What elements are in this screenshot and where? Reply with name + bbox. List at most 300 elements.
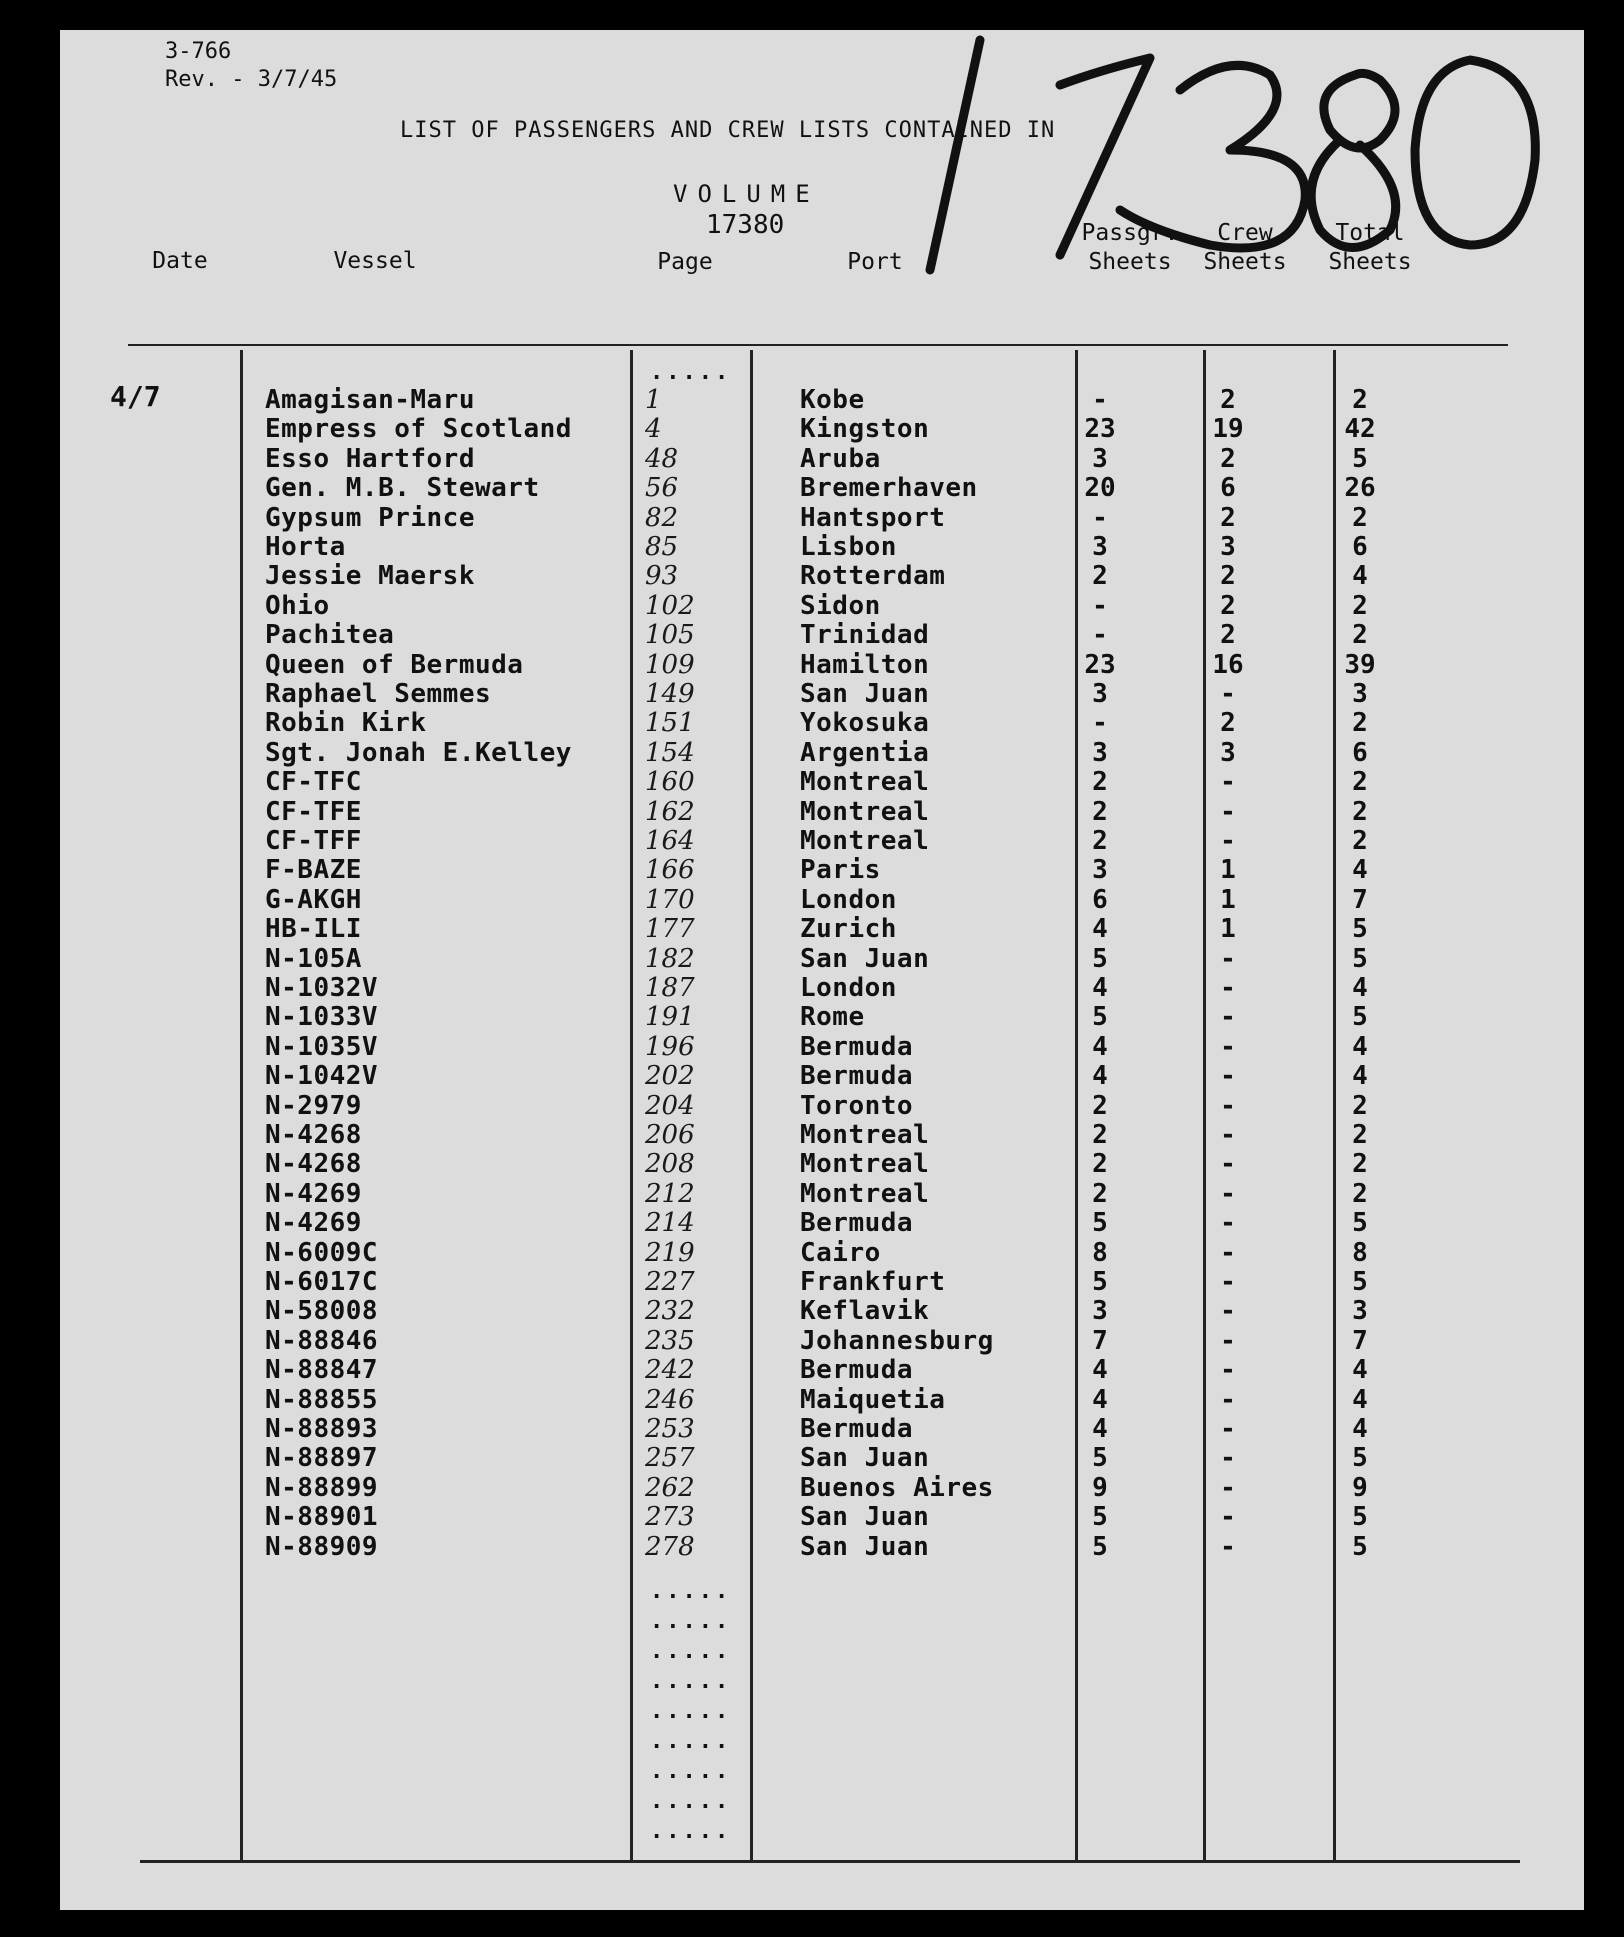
- crew-sheets: 19: [1212, 414, 1244, 445]
- crew-sheets: -: [1220, 1090, 1236, 1121]
- port-name: Kobe: [800, 385, 865, 415]
- passenger-sheets: 2: [1092, 561, 1108, 592]
- vessel-name: N-6009C: [265, 1237, 379, 1268]
- page-number: 212: [645, 1178, 695, 1209]
- vessel-name: Horta: [265, 532, 346, 562]
- total-sheets: 4: [1352, 561, 1368, 592]
- page-number: 166: [645, 855, 695, 886]
- port-name: Bermuda: [800, 1208, 914, 1239]
- passenger-sheets: -: [1092, 590, 1108, 621]
- crew-sheets: -: [1220, 1355, 1236, 1386]
- passenger-sheets: 23: [1084, 414, 1116, 445]
- passenger-sheets: 23: [1084, 649, 1116, 680]
- passenger-sheets: -: [1092, 502, 1108, 533]
- port-name: San Juan: [800, 1502, 930, 1533]
- passenger-sheets: 9: [1092, 1472, 1108, 1503]
- total-sheets: 6: [1352, 737, 1368, 768]
- table-row: [60, 1267, 1584, 1296]
- bottom-rule: [140, 1860, 1520, 1863]
- document-sheet: [60, 30, 1584, 1910]
- page-number: 56: [645, 473, 679, 504]
- passenger-sheets: 3: [1092, 1296, 1108, 1327]
- page-number: 273: [645, 1502, 695, 1533]
- table-row: [60, 679, 1584, 708]
- total-sheets: 2: [1352, 1090, 1368, 1121]
- table-row: [60, 944, 1584, 973]
- total-sheets: 7: [1352, 884, 1368, 915]
- page-number: 187: [645, 973, 695, 1003]
- passenger-sheets: 3: [1092, 855, 1108, 886]
- vessel-name: N-88901: [265, 1502, 379, 1533]
- crew-sheets: 2: [1220, 620, 1236, 651]
- passenger-sheets: 2: [1092, 1178, 1108, 1209]
- crew-sheets: -: [1220, 1414, 1236, 1444]
- crew-sheets: -: [1220, 1267, 1236, 1297]
- page-number: 154: [645, 737, 695, 768]
- port-name: Sidon: [800, 590, 881, 621]
- passenger-sheets: -: [1092, 385, 1108, 415]
- page-number: 182: [645, 943, 695, 974]
- table-row: [60, 473, 1584, 502]
- passenger-sheets: 3: [1092, 532, 1108, 562]
- vessel-name: Sgt. Jonah E.Kelley: [265, 737, 572, 768]
- page-number: 257: [645, 1443, 695, 1474]
- crew-sheets: -: [1220, 973, 1236, 1003]
- page-number: 214: [645, 1208, 695, 1239]
- table-row: [60, 620, 1584, 649]
- crew-sheets: -: [1220, 1149, 1236, 1180]
- page-dot-leader: .....: [650, 1759, 732, 1784]
- vessel-name: Ohio: [265, 590, 330, 621]
- vessel-name: Gypsum Prince: [265, 502, 475, 533]
- header-crew-line1: Crew: [1217, 220, 1273, 246]
- passenger-sheets: 3: [1092, 443, 1108, 474]
- page-number: 204: [645, 1090, 695, 1121]
- table-row: [60, 1473, 1584, 1502]
- passenger-sheets: 5: [1092, 1002, 1108, 1033]
- page-number: 278: [645, 1531, 695, 1562]
- crew-sheets: 16: [1212, 649, 1244, 680]
- total-sheets: 4: [1352, 1031, 1368, 1062]
- table-row: [60, 1414, 1584, 1443]
- vessel-name: N-88846: [265, 1325, 379, 1356]
- vessel-name: N-4268: [265, 1149, 362, 1180]
- total-sheets: 4: [1352, 1384, 1368, 1415]
- vessel-name: CF-TFE: [265, 796, 362, 827]
- table-row: [60, 826, 1584, 855]
- table-row: [60, 1532, 1584, 1561]
- port-name: Johannesburg: [800, 1325, 994, 1356]
- port-name: San Juan: [800, 1443, 930, 1474]
- port-name: Buenos Aires: [800, 1472, 994, 1503]
- page-number: 109: [645, 649, 695, 680]
- vessel-name: F-BAZE: [265, 855, 362, 886]
- vessel-name: Queen of Bermuda: [265, 649, 524, 680]
- passenger-sheets: 4: [1092, 914, 1108, 945]
- total-sheets: 2: [1352, 1120, 1368, 1150]
- page-number: 82: [645, 502, 679, 533]
- vessel-name: N-4269: [265, 1208, 362, 1239]
- crew-sheets: -: [1220, 796, 1236, 827]
- page-number: 191: [645, 1002, 695, 1033]
- total-sheets: 5: [1352, 1208, 1368, 1239]
- page-dot-leader: .....: [650, 1579, 732, 1604]
- page-number: 1: [645, 385, 662, 415]
- vessel-name: N-88893: [265, 1414, 379, 1444]
- passenger-sheets: 4: [1092, 1061, 1108, 1092]
- vessel-name: Empress of Scotland: [265, 414, 572, 445]
- page-number: 164: [645, 826, 695, 856]
- table-row: [60, 1002, 1584, 1031]
- table-row: [60, 885, 1584, 914]
- vessel-name: N-88899: [265, 1472, 379, 1503]
- total-sheets: 26: [1344, 473, 1376, 504]
- total-sheets: 7: [1352, 1325, 1368, 1356]
- total-sheets: 3: [1352, 679, 1368, 709]
- page-number: 208: [645, 1149, 695, 1180]
- port-name: Montreal: [800, 796, 930, 827]
- header-total-line1: Total: [1335, 220, 1405, 246]
- port-name: Frankfurt: [800, 1267, 946, 1297]
- vessel-name: Raphael Semmes: [265, 679, 492, 709]
- crew-sheets: 1: [1220, 884, 1236, 915]
- volume-label: VOLUME: [673, 180, 820, 208]
- crew-sheets: -: [1220, 1531, 1236, 1562]
- vessel-name: Robin Kirk: [265, 708, 427, 739]
- port-name: Bermuda: [800, 1355, 914, 1386]
- passenger-sheets: 7: [1092, 1325, 1108, 1356]
- crew-sheets: 3: [1220, 737, 1236, 768]
- passenger-sheets: 2: [1092, 1090, 1108, 1121]
- header-total-line2: Sheets: [1328, 249, 1412, 275]
- passenger-sheets: 8: [1092, 1237, 1108, 1268]
- passenger-sheets: 5: [1092, 1267, 1108, 1297]
- header-passgr-line2: Sheets: [1088, 249, 1172, 275]
- vessel-name: N-1032V: [265, 973, 379, 1003]
- page-number: 227: [645, 1267, 695, 1297]
- crew-sheets: 2: [1220, 502, 1236, 533]
- port-name: Bermuda: [800, 1414, 914, 1444]
- passenger-sheets: 4: [1092, 1384, 1108, 1415]
- total-sheets: 4: [1352, 855, 1368, 886]
- total-sheets: 2: [1352, 620, 1368, 651]
- table-row: [60, 414, 1584, 443]
- vessel-name: N-88909: [265, 1531, 379, 1562]
- total-sheets: 2: [1352, 708, 1368, 739]
- port-name: Montreal: [800, 826, 930, 856]
- page-dot-leader: .....: [650, 1729, 732, 1754]
- crew-sheets: 6: [1220, 473, 1236, 504]
- table-row: [60, 1179, 1584, 1208]
- crew-sheets: -: [1220, 679, 1236, 709]
- page-number: 102: [645, 590, 695, 621]
- crew-sheets: 2: [1220, 590, 1236, 621]
- crew-sheets: -: [1220, 1002, 1236, 1033]
- total-sheets: 5: [1352, 443, 1368, 474]
- page-dot-leader: .....: [650, 1639, 732, 1664]
- crew-sheets: 1: [1220, 855, 1236, 886]
- page-number: 202: [645, 1061, 695, 1092]
- page-number: 162: [645, 796, 695, 827]
- vessel-name: Pachitea: [265, 620, 395, 651]
- total-sheets: 4: [1352, 1355, 1368, 1386]
- table-row: [60, 444, 1584, 473]
- total-sheets: 2: [1352, 826, 1368, 856]
- port-name: Bermuda: [800, 1061, 914, 1092]
- passenger-sheets: 2: [1092, 1120, 1108, 1150]
- port-name: London: [800, 973, 897, 1003]
- table-row: [60, 1326, 1584, 1355]
- vessel-name: N-6017C: [265, 1267, 379, 1297]
- total-sheets: 42: [1344, 414, 1376, 445]
- table-row: [60, 650, 1584, 679]
- crew-sheets: 2: [1220, 708, 1236, 739]
- crew-sheets: -: [1220, 1237, 1236, 1268]
- page-number: 262: [645, 1472, 695, 1503]
- table-row: [60, 855, 1584, 884]
- form-number: 3-766: [165, 39, 232, 64]
- table-row: [60, 1355, 1584, 1384]
- vessel-name: Amagisan-Maru: [265, 385, 475, 415]
- port-name: Trinidad: [800, 620, 930, 651]
- entry-date: 4/7: [110, 380, 161, 413]
- passenger-sheets: 4: [1092, 973, 1108, 1003]
- table-row: [60, 797, 1584, 826]
- vessel-name: N-1033V: [265, 1002, 379, 1033]
- total-sheets: 2: [1352, 1178, 1368, 1209]
- crew-sheets: -: [1220, 1178, 1236, 1209]
- page-number: 160: [645, 767, 695, 798]
- total-sheets: 2: [1352, 796, 1368, 827]
- table-row: [60, 1502, 1584, 1531]
- vessel-name: Esso Hartford: [265, 443, 475, 474]
- passenger-sheets: 3: [1092, 737, 1108, 768]
- table-row: [60, 1032, 1584, 1061]
- vessel-name: HB-ILI: [265, 914, 362, 945]
- total-sheets: 4: [1352, 973, 1368, 1003]
- passenger-sheets: 4: [1092, 1355, 1108, 1386]
- crew-sheets: -: [1220, 1061, 1236, 1092]
- port-name: Rotterdam: [800, 561, 946, 592]
- page-dot-leader: .....: [650, 1819, 732, 1844]
- vessel-name: N-88847: [265, 1355, 379, 1386]
- page-number: 93: [645, 561, 679, 592]
- table-row: [60, 738, 1584, 767]
- table-row: [60, 532, 1584, 561]
- vessel-name: N-4268: [265, 1120, 362, 1150]
- total-sheets: 5: [1352, 1531, 1368, 1562]
- passenger-sheets: 5: [1092, 1208, 1108, 1239]
- total-sheets: 4: [1352, 1061, 1368, 1092]
- volume-number: 17380: [706, 210, 785, 240]
- total-sheets: 5: [1352, 1002, 1368, 1033]
- passenger-sheets: 2: [1092, 767, 1108, 798]
- form-identifier: [165, 38, 337, 94]
- total-sheets: 4: [1352, 1414, 1368, 1444]
- port-name: Toronto: [800, 1090, 914, 1121]
- table-row: [60, 1120, 1584, 1149]
- vessel-name: G-AKGH: [265, 884, 362, 915]
- crew-sheets: -: [1220, 1120, 1236, 1150]
- passenger-sheets: 6: [1092, 884, 1108, 915]
- header-crew-line2: Sheets: [1203, 249, 1287, 275]
- port-name: Montreal: [800, 1149, 930, 1180]
- port-name: Aruba: [800, 443, 881, 474]
- vessel-name: CF-TFF: [265, 826, 362, 856]
- total-sheets: 9: [1352, 1472, 1368, 1503]
- total-sheets: 5: [1352, 1502, 1368, 1533]
- page-dot-leader: .....: [650, 1609, 732, 1634]
- header-total-sheets: [1310, 219, 1430, 277]
- page-number: 85: [645, 532, 679, 562]
- table-row: [60, 767, 1584, 796]
- passenger-sheets: 5: [1092, 1531, 1108, 1562]
- passenger-sheets: 2: [1092, 796, 1108, 827]
- table-row: [60, 591, 1584, 620]
- table-row: [60, 1296, 1584, 1325]
- crew-sheets: -: [1220, 1325, 1236, 1356]
- table-row: [60, 385, 1584, 414]
- table-row: [60, 1208, 1584, 1237]
- port-name: Kingston: [800, 414, 930, 445]
- crew-sheets: -: [1220, 767, 1236, 798]
- port-name: Hamilton: [800, 649, 930, 680]
- vessel-name: CF-TFC: [265, 767, 362, 798]
- page-dot-leader: .....: [650, 1789, 732, 1814]
- vessel-name: N-1035V: [265, 1031, 379, 1062]
- page-number: 246: [645, 1384, 695, 1415]
- table-row: [60, 1091, 1584, 1120]
- passenger-sheets: -: [1092, 708, 1108, 739]
- passenger-sheets: 5: [1092, 943, 1108, 974]
- crew-sheets: -: [1220, 1502, 1236, 1533]
- page-number: 206: [645, 1120, 695, 1150]
- crew-sheets: -: [1220, 1208, 1236, 1239]
- vessel-name: N-4269: [265, 1178, 362, 1209]
- page-number: 219: [645, 1237, 695, 1268]
- port-name: Argentia: [800, 737, 930, 768]
- crew-sheets: -: [1220, 1443, 1236, 1474]
- page-number: 196: [645, 1031, 695, 1062]
- crew-sheets: -: [1220, 826, 1236, 856]
- total-sheets: 8: [1352, 1237, 1368, 1268]
- total-sheets: 2: [1352, 767, 1368, 798]
- total-sheets: 5: [1352, 914, 1368, 945]
- total-sheets: 5: [1352, 943, 1368, 974]
- passenger-sheets: 4: [1092, 1031, 1108, 1062]
- page-number: 151: [645, 708, 695, 739]
- passenger-sheets: -: [1092, 620, 1108, 651]
- crew-sheets: -: [1220, 1384, 1236, 1415]
- port-name: Montreal: [800, 767, 930, 798]
- port-name: Yokosuka: [800, 708, 930, 739]
- page-dot-leader: .....: [650, 1669, 732, 1694]
- port-name: Bermuda: [800, 1031, 914, 1062]
- page-number: 232: [645, 1296, 695, 1327]
- vessel-name: Jessie Maersk: [265, 561, 475, 592]
- vessel-name: N-88855: [265, 1384, 379, 1415]
- page-number: 235: [645, 1325, 695, 1356]
- form-revision: Rev. - 3/7/45: [165, 67, 338, 92]
- crew-sheets: 3: [1220, 532, 1236, 562]
- port-name: Cairo: [800, 1237, 881, 1268]
- page-number: 149: [645, 679, 695, 709]
- crew-sheets: 2: [1220, 385, 1236, 415]
- port-name: San Juan: [800, 1531, 930, 1562]
- total-sheets: 2: [1352, 1149, 1368, 1180]
- page-number: 170: [645, 884, 695, 915]
- passenger-sheets: 5: [1092, 1443, 1108, 1474]
- page-number: 4: [645, 414, 662, 445]
- total-sheets: 2: [1352, 590, 1368, 621]
- passenger-sheets: 20: [1084, 473, 1116, 504]
- vessel-name: Gen. M.B. Stewart: [265, 473, 540, 504]
- passenger-sheets: 5: [1092, 1502, 1108, 1533]
- header-page: Page: [657, 249, 713, 275]
- table-row: [60, 561, 1584, 590]
- vessel-name: N-58008: [265, 1296, 379, 1327]
- header-vessel: Vessel: [333, 248, 417, 274]
- total-sheets: 3: [1352, 1296, 1368, 1327]
- header-port: Port: [847, 249, 903, 275]
- page-number: 105: [645, 620, 695, 651]
- passenger-sheets: 2: [1092, 826, 1108, 856]
- total-sheets: 5: [1352, 1443, 1368, 1474]
- passenger-sheets: 3: [1092, 679, 1108, 709]
- crew-sheets: 2: [1220, 443, 1236, 474]
- port-name: Maiquetia: [800, 1384, 946, 1415]
- crew-sheets: 2: [1220, 561, 1236, 592]
- port-name: Rome: [800, 1002, 865, 1033]
- total-sheets: 39: [1344, 649, 1376, 680]
- crew-sheets: -: [1220, 1031, 1236, 1062]
- crew-sheets: -: [1220, 1296, 1236, 1327]
- passenger-sheets: 4: [1092, 1414, 1108, 1444]
- header-underline: [128, 344, 1508, 346]
- total-sheets: 2: [1352, 385, 1368, 415]
- header-crew-sheets: [1185, 219, 1305, 277]
- total-sheets: 2: [1352, 502, 1368, 533]
- header-date: Date: [152, 248, 208, 274]
- port-name: Zurich: [800, 914, 897, 945]
- total-sheets: 5: [1352, 1267, 1368, 1297]
- port-name: San Juan: [800, 679, 930, 709]
- table-row: [60, 708, 1584, 737]
- vessel-name: N-1042V: [265, 1061, 379, 1092]
- port-name: Keflavik: [800, 1296, 930, 1327]
- table-row: [60, 1443, 1584, 1472]
- port-name: Bremerhaven: [800, 473, 978, 504]
- port-name: Montreal: [800, 1120, 930, 1150]
- port-name: Montreal: [800, 1178, 930, 1209]
- page-number: 177: [645, 914, 695, 945]
- vessel-name: N-88897: [265, 1443, 379, 1474]
- document-title: LIST OF PASSENGERS AND CREW LISTS CONTAINED IN: [400, 118, 1056, 143]
- port-name: Lisbon: [800, 532, 897, 562]
- crew-sheets: -: [1220, 943, 1236, 974]
- port-name: London: [800, 884, 897, 915]
- table-row: [60, 1238, 1584, 1267]
- vessel-name: N-2979: [265, 1090, 362, 1121]
- page-dot-leader: .....: [650, 1699, 732, 1724]
- port-name: Paris: [800, 855, 881, 886]
- port-name: Hantsport: [800, 502, 946, 533]
- table-row: [60, 503, 1584, 532]
- page-number: 253: [645, 1414, 695, 1444]
- page-number: 48: [645, 443, 679, 474]
- port-name: San Juan: [800, 943, 930, 974]
- page-dot-leader: .....: [650, 360, 732, 385]
